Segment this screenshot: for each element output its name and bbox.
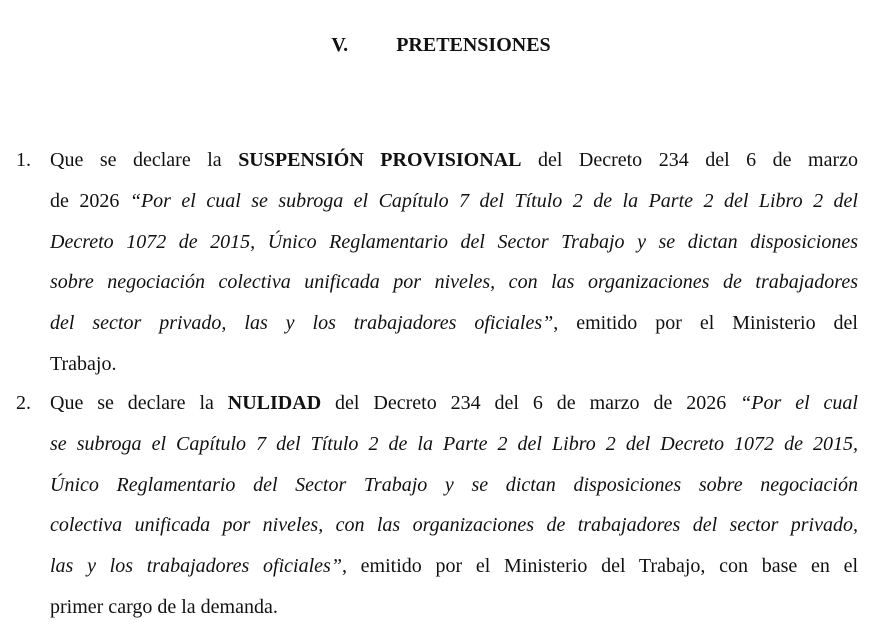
section-heading — [0, 34, 882, 57]
claim-line: Decreto 1072 de 2015, Único Reglamentario del Sector Trabajo y se dictan disposiciones — [50, 230, 858, 253]
section-title: PRETENSIONES — [396, 34, 551, 56]
claim-line: Que se declare la SUSPENSIÓN PROVISIONAL del Decreto 234 del 6 de marzo — [50, 149, 859, 171]
claim-line: se subroga el Capítulo 7 del Título 2 de la Parte 2 del Libro 2 del Decreto 1072 de 2015, — [50, 432, 858, 455]
claim-line: del sector privado, las y los trabajadores oficiales”, emitido por el Ministerio del — [50, 312, 858, 335]
claim-line: primer cargo de la demanda. — [50, 596, 278, 618]
claim-line: Trabajo. — [50, 353, 117, 375]
claim-line: de 2026 “Por el cual se subroga el Capítulo 7 del Título 2 de la Parte 2 del Libro 2 del — [50, 189, 858, 212]
claim-number: 2. — [16, 392, 31, 414]
claim-line: colectiva unificada por niveles, con las organizaciones de trabajadores del sector privado, — [50, 514, 858, 537]
claim-line: las y los trabajadores oficiales”, emitido por el Ministerio del Trabajo, con base en el — [50, 555, 859, 578]
section-number: V. — [331, 34, 349, 56]
claim-number: 1. — [16, 149, 31, 171]
claim-line: Único Reglamentario del Sector Trabajo y se dictan disposiciones sobre negociación — [50, 473, 858, 496]
claim-line: Que se declare la NULIDAD del Decreto 234 del 6 de marzo de 2026 “Por el cual — [50, 392, 858, 414]
claim-line: sobre negociación colectiva unificada por niveles, con las organizaciones de trabajadores — [50, 271, 858, 294]
